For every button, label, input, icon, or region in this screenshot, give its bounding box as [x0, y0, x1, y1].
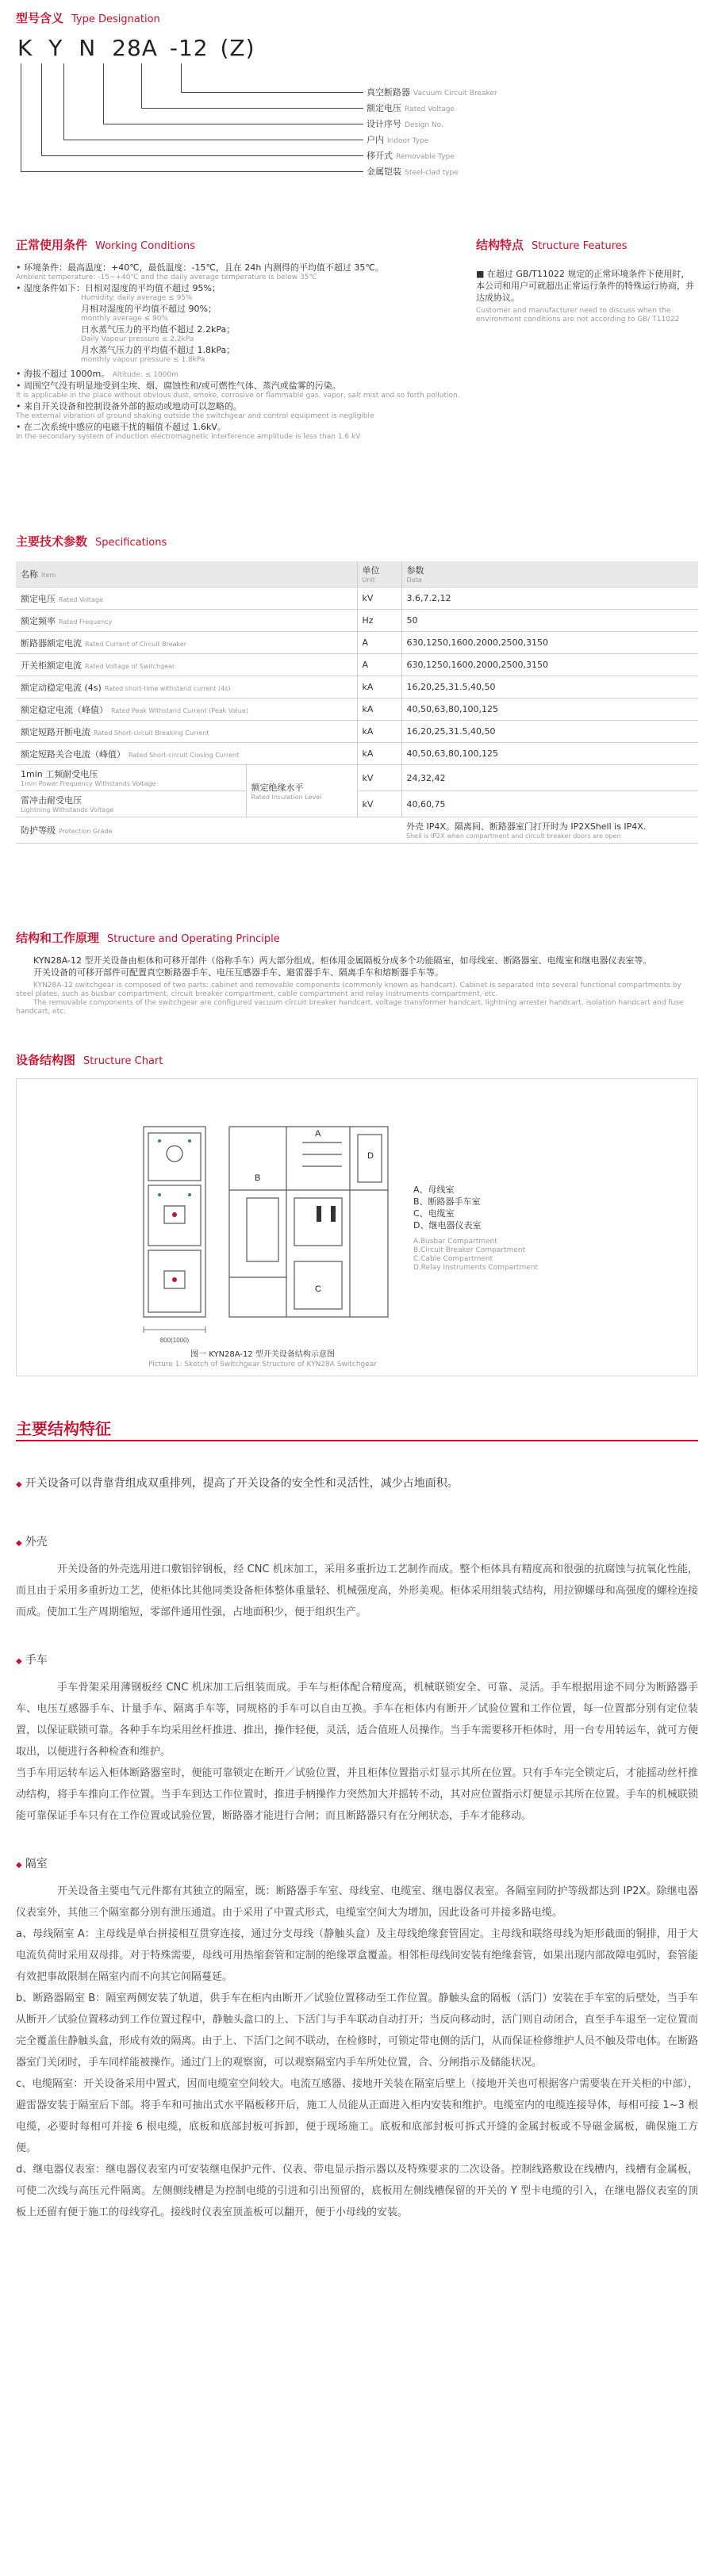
principle-heading: 结构和工作原理 Structure and Operating Principle: [16, 931, 280, 945]
conditions-heading: 正常使用条件 Working Conditions: [16, 238, 195, 252]
compartment-d: d、继电器仪表室：继电器仪表室内可安装继电保护元件、仪表、带电显示指示器以及特殊要求的二次设备。控制线路敷设在线槽内，线槽有金属板，可使二次线与高压元件隔离。左侧侧线槽是为控制电缆的引进和引出预留的，底板用左侧线槽保留的开关的 Y 型卡电缆的引入，在继电器仪表室的顶板上还留有便于施工的母线穿孔。接线时仪表室顶盖板可以翻开，便于小母线的安装。: [16, 2164, 698, 2218]
table-row: 雷冲击耐受电压 Lightning Withstands Voltage kV 40,60,75: [16, 791, 698, 817]
compartment-paragraph: 开关设备主要电气元件都有其独立的隔室，既：断路器手车室、母线室、电缆室、继电器仪表室。各隔室间防护等级都达到 IP2X。除继电器仪表室外，其他三个隔室都分别有泄压通道。由于采用了中置式形式，电缆室空间大为增加，因此设备可并接多路电缆。: [16, 1885, 698, 1919]
cond-item: • 周围空气没有明显地受到尘埃、烟、腐蚀性和/或可燃性气体、蒸汽或盐雾的污染。 It is applicable in the place without obvious dust, smoke, corrosive or flammable gas, vapor, salt mist and so forth pollution.: [16, 381, 460, 400]
front-view: [144, 1127, 205, 1333]
table-row: 额定稳定电流（峰值） Rated Peak Withstand Current (Peak Value) kA 40,50,63,80,100,125: [16, 699, 698, 721]
features-side-heading: 结构特点 Structure Features: [476, 238, 628, 252]
code-k: K: [17, 35, 37, 61]
code-y: Y: [48, 35, 67, 61]
structure-figure: [16, 1078, 698, 1376]
code-28a: 28A: [112, 35, 158, 61]
cond-item: • 湿度条件如下：日相对湿度的平均值不超过 95%； Humidity: daily average ≤ 95%: [16, 283, 221, 302]
heading-en: Type Designation: [71, 13, 160, 25]
cond-item: • 环境条件：最高温度：+40℃，最低温度：-15℃，且在 24h 内测得的平均值不超过 35℃。 Ambient temperature: -15~+40℃ and the daily average temperature is below 35℃: [16, 262, 384, 281]
cart-paragraph-2: 当手车用运转车运入柜体断路器室时，便能可靠锁定在断开／试验位置，并且柜体位置指示灯显示其所在位置。只有手车完全锁定后，才能摇动丝杆推动结构，将手车推向工作位置。当手车到达工作位置时，推进手柄操作力突然加大并摇转不动，其对应位置指示灯便显示其所在位置。手车的机械联锁能可靠保证手车只有在工作位置或试验位置，断路器才能进行合闸；而且断路器只有在分闸状态，手车才能移动。: [16, 1767, 698, 1822]
compartment-b: b、断路器隔室 B：隔室两侧安装了轨道，供手车在柜内由断开／试验位置移动至工作位置。静触头盒的隔板（活门）安装在手车室的后壁处，当手车从断开／试验位置移动到工作位置过程中，静触头盒口的上、下活门与手车联动自动打开；当反向移动时，活门则自动闭合，直至手车退至一定位置而完全覆盖住静触头盒，形成有效的隔离。由于上、下活门之间不联动，在检修时，可锁定带电侧的活门，从而保证检修维护人员不触及带电体。在断路器室门关闭时，手车同样能被操作。通过门上的观察窗，可以观察隔室内手车所处位置，合、分闸指示及储能状况。: [16, 1992, 698, 2069]
code-z: (Z): [220, 35, 255, 61]
type-code: [17, 35, 255, 61]
cond-item: • 海拔不超过 1000m。 Altitude: ≤ 1000m: [16, 369, 178, 379]
letter-c: C: [315, 1284, 321, 1294]
shell-paragraph: 开关设备的外壳选用进口敷铝锌钢板，经 CNC 机床加工，采用多重折边工艺制作而成。整个柜体具有精度高和很强的抗腐蚀与抗氧化性能，而且由于采用多重折边工艺，使柜体比其他同类设备柜体整体重量轻、机械强度高，外形美观。柜体采用组装式结构，用拉铆螺母和高强度的螺栓连接而成。使加工生产周期缩短，零部件通用性强，占地面积少，便于组织生产。: [16, 1564, 698, 1618]
legend-item: B、断路器手车室: [413, 1196, 481, 1207]
cond-item: • 在二次系统中感应的电磁干扰的幅值不超过 1.6kV。 In the secondary system of induction electromagnetic interference amplitude is less than 1.6 kV: [16, 422, 361, 441]
specs-table: [16, 561, 698, 844]
switchgear-diagram: [17, 1079, 699, 1377]
letter-b: B: [255, 1173, 261, 1183]
conditions-list: [16, 262, 460, 442]
legend-item: D、继电器仪表室: [413, 1220, 482, 1231]
dim-label: 800(1000): [159, 1337, 190, 1344]
shell-title: ◆ 外壳: [16, 1533, 698, 1549]
type-item-steel-clad: 金属铠装 Steel-clad type: [367, 167, 459, 177]
table-row: 额定动稳定电流 (4s) Rated short-time withstand current (4s) kA 16,20,25,31.5,40,50: [16, 676, 698, 699]
chart-legend: A、母线室 B、断路器手车室 C、电缆室 D、继电器仪表室 A.Busbar Compartment B.Circuit Breaker Compartment C.Cable Compartment D.Relay Instruments Compartment: [413, 1185, 538, 1272]
table-row: 额定电压 Rated Voltage kV 3.6,7.2,12: [16, 588, 698, 610]
letter-d: D: [367, 1151, 374, 1161]
table-row: 额定频率 Rated Frequency Hz 50: [16, 610, 698, 632]
cond-item: • 来自开关设备和控制设备外部的振动或地动可以忽略的。 The external vibration of ground shaking outside the switchgear and control equipment is negligible: [16, 401, 374, 420]
table-row: 额定短路关合电流（峰值） Rated Short-circuit Closing Current kA 40,50,63,80,100,125: [16, 743, 698, 765]
table-row: 开关柜额定电流 Rated Voltage of Switchgear A 630,1250,1600,2000,2500,3150: [16, 654, 698, 676]
cart-paragraph-1: 手车骨架采用薄钢板经 CNC 机床加工后组装而成。手车与柜体配合精度高，机械联锁安全、可靠、灵活。手车根据用途不同分为断路器手车、电压互感器手车、计量手车、隔离手车等，同规格的手车可以自由互换。手车在柜体内有断开／试验位置和工作位置，每一位置都分别有定位装置，以保证联锁可靠。各种手车均采用丝杆推进、推出，操作轻便，灵活，适合值班人员操作。当手车需要移开柜体时，用一台专用转运车，就可方便取出，以便进行各种检查和维护。: [16, 1682, 698, 1758]
specs-heading: 主要技术参数 Specifications: [16, 534, 167, 549]
chart-heading: 设备结构图 Structure Chart: [16, 1053, 163, 1067]
legend-item: C、电缆室: [413, 1208, 455, 1219]
table-row: 1min 工频耐受电压 1min Power Frequency Withstands Voltage 额定绝缘水平 Rated Insulation Level kV 24,32,42: [16, 765, 698, 791]
table-row: 防护等级 Protection Grade 外壳 IP4X。隔离间、断路器室门打开时为 IP2XShell is IP4X. Shell is IP2X when compartment and circuit breaker doors are open: [16, 817, 698, 844]
type-item-indoor: 户内 Indoor Type: [367, 135, 429, 145]
main-features-body: [16, 1475, 698, 2223]
main-features-heading: 主要结构特征: [16, 1419, 111, 1438]
intro-text: ◆ 开关设备可以背靠背组成双重排列，提高了开关设备的安全性和灵活性，减少占地面积。: [16, 1475, 698, 1491]
principle-body: KYN28A-12 型开关设备由柜体和可移开部件（俗称手车）两大部分组成。柜体用金属隔板分成多个功能隔室，如母线室、断路器室、电缆室和继电器仪表室等。 开关设备的可移开部件可配置真空断路器手车、电压互感器手车、避雷器手车、隔离手车和熔断器手车等。 KYN28A-12 switchgear is composed of two parts: cabinet and removable components (commonly known as handcart). Cabinet is separated into several functional compartments by steel plates, such as busbar compartment, circuit breaker compartment, cable compartment and relay instruments compartment, etc. The removable components of the switchgear are configured vacuum circuit breaker handcart, voltage transformer handcart, lightning arrester handcart, isolation handcart and fuse handcart, etc.: [16, 955, 684, 1016]
type-item-voltage: 额定电压 Rated Voltage: [367, 103, 455, 113]
compartment-a: a、母线隔室 A：主母线是单台拼接相互贯穿连接，通过分支母线（静触头盒）及主母线绝缘套管固定。主母线和联络母线为矩形截面的铜排，用于大电流负荷时采用双母排。对于特殊需要，母线可用热缩套管和定制的绝缘罩盒覆盖。相邻柜母线间安装有绝缘套管，如果出现内部故障电弧时，套管能有效把事故限制在隔室内而不向其它间隔蔓延。: [16, 1928, 698, 1983]
compartment-letters: [255, 1129, 374, 1294]
code-12: -12: [169, 35, 209, 61]
table-row: 额定短路开断电流 Rated Short-circuit Breaking Current kA 16,20,25,31.5,40,50: [16, 721, 698, 743]
front-indicators: [158, 1139, 191, 1196]
side-view: [229, 1127, 388, 1317]
type-item-design-no: 设计序号 Design No.: [367, 119, 443, 129]
cond-item: 月水蒸气压力的平均值不超过 1.8kPa； monthly vapour pressure ≤ 1.8kPa: [81, 345, 236, 364]
red-divider: [16, 1440, 698, 1441]
compartment-c: c、电缆隔室：开关设备采用中置式，因而电缆室空间较大。电流互感器、接地开关装在隔室后壁上（接地开关也可根据客户需要装在开关柜的中部），避雷器安装于隔室后下部。将手车和可抽出式水平隔板移开后，施工人员能从正面进入柜内安装和维护。电缆室内的电缆连接导体，每相可接 1~3 根电缆，必要时每相可并接 6 根电缆，底板和底部封板可拆卸，便于现场施工。底板和底部封板可拆式开缝的金属封板或不导磁金属板，确保施工方便。: [16, 2078, 698, 2154]
cond-item: 月相对湿度的平均值不超过 90%； monthly average ≤ 90%: [81, 304, 217, 323]
legend-item: A、母线室: [413, 1185, 455, 1195]
code-n: N: [79, 35, 101, 61]
table-row: 断路器额定电流 Rated Current of Circuit Breaker A 630,1250,1600,2000,2500,3150: [16, 632, 698, 654]
compartment-title: ◆ 隔室: [16, 1855, 698, 1871]
table-header-row: 名称 Item 单位 Unit 参数 Data: [16, 561, 698, 588]
features-side-text: ■ 在超过 GB/T11022 规定的正常环境条件下使用时，本公司和用户可就超出正常运行条件的特殊运行协商，并达成协议。 Customer and manufacturer need to discuss when the environment conditions are not according to GB/ T11022: [476, 269, 694, 323]
letter-a: A: [315, 1129, 321, 1139]
figure-caption: 图一 KYN28A-12 型开关设备结构示意图 Picture 1: Sketch of Switchgear Structure of KYN28A Switchgear: [148, 1350, 377, 1368]
type-item-vcb: 真空断路器 Vacuum Circuit Breaker: [367, 87, 497, 98]
type-designation-heading: [16, 10, 160, 26]
cart-title: ◆ 手车: [16, 1652, 698, 1667]
type-item-removable: 移开式 Removable Type: [367, 151, 455, 161]
heading-cn: 型号含义: [16, 11, 64, 25]
cond-item: 日水蒸气压力的平均值不超过 2.2kPa； Daily Vapour pressure ≤ 2.2kPa: [81, 324, 236, 343]
